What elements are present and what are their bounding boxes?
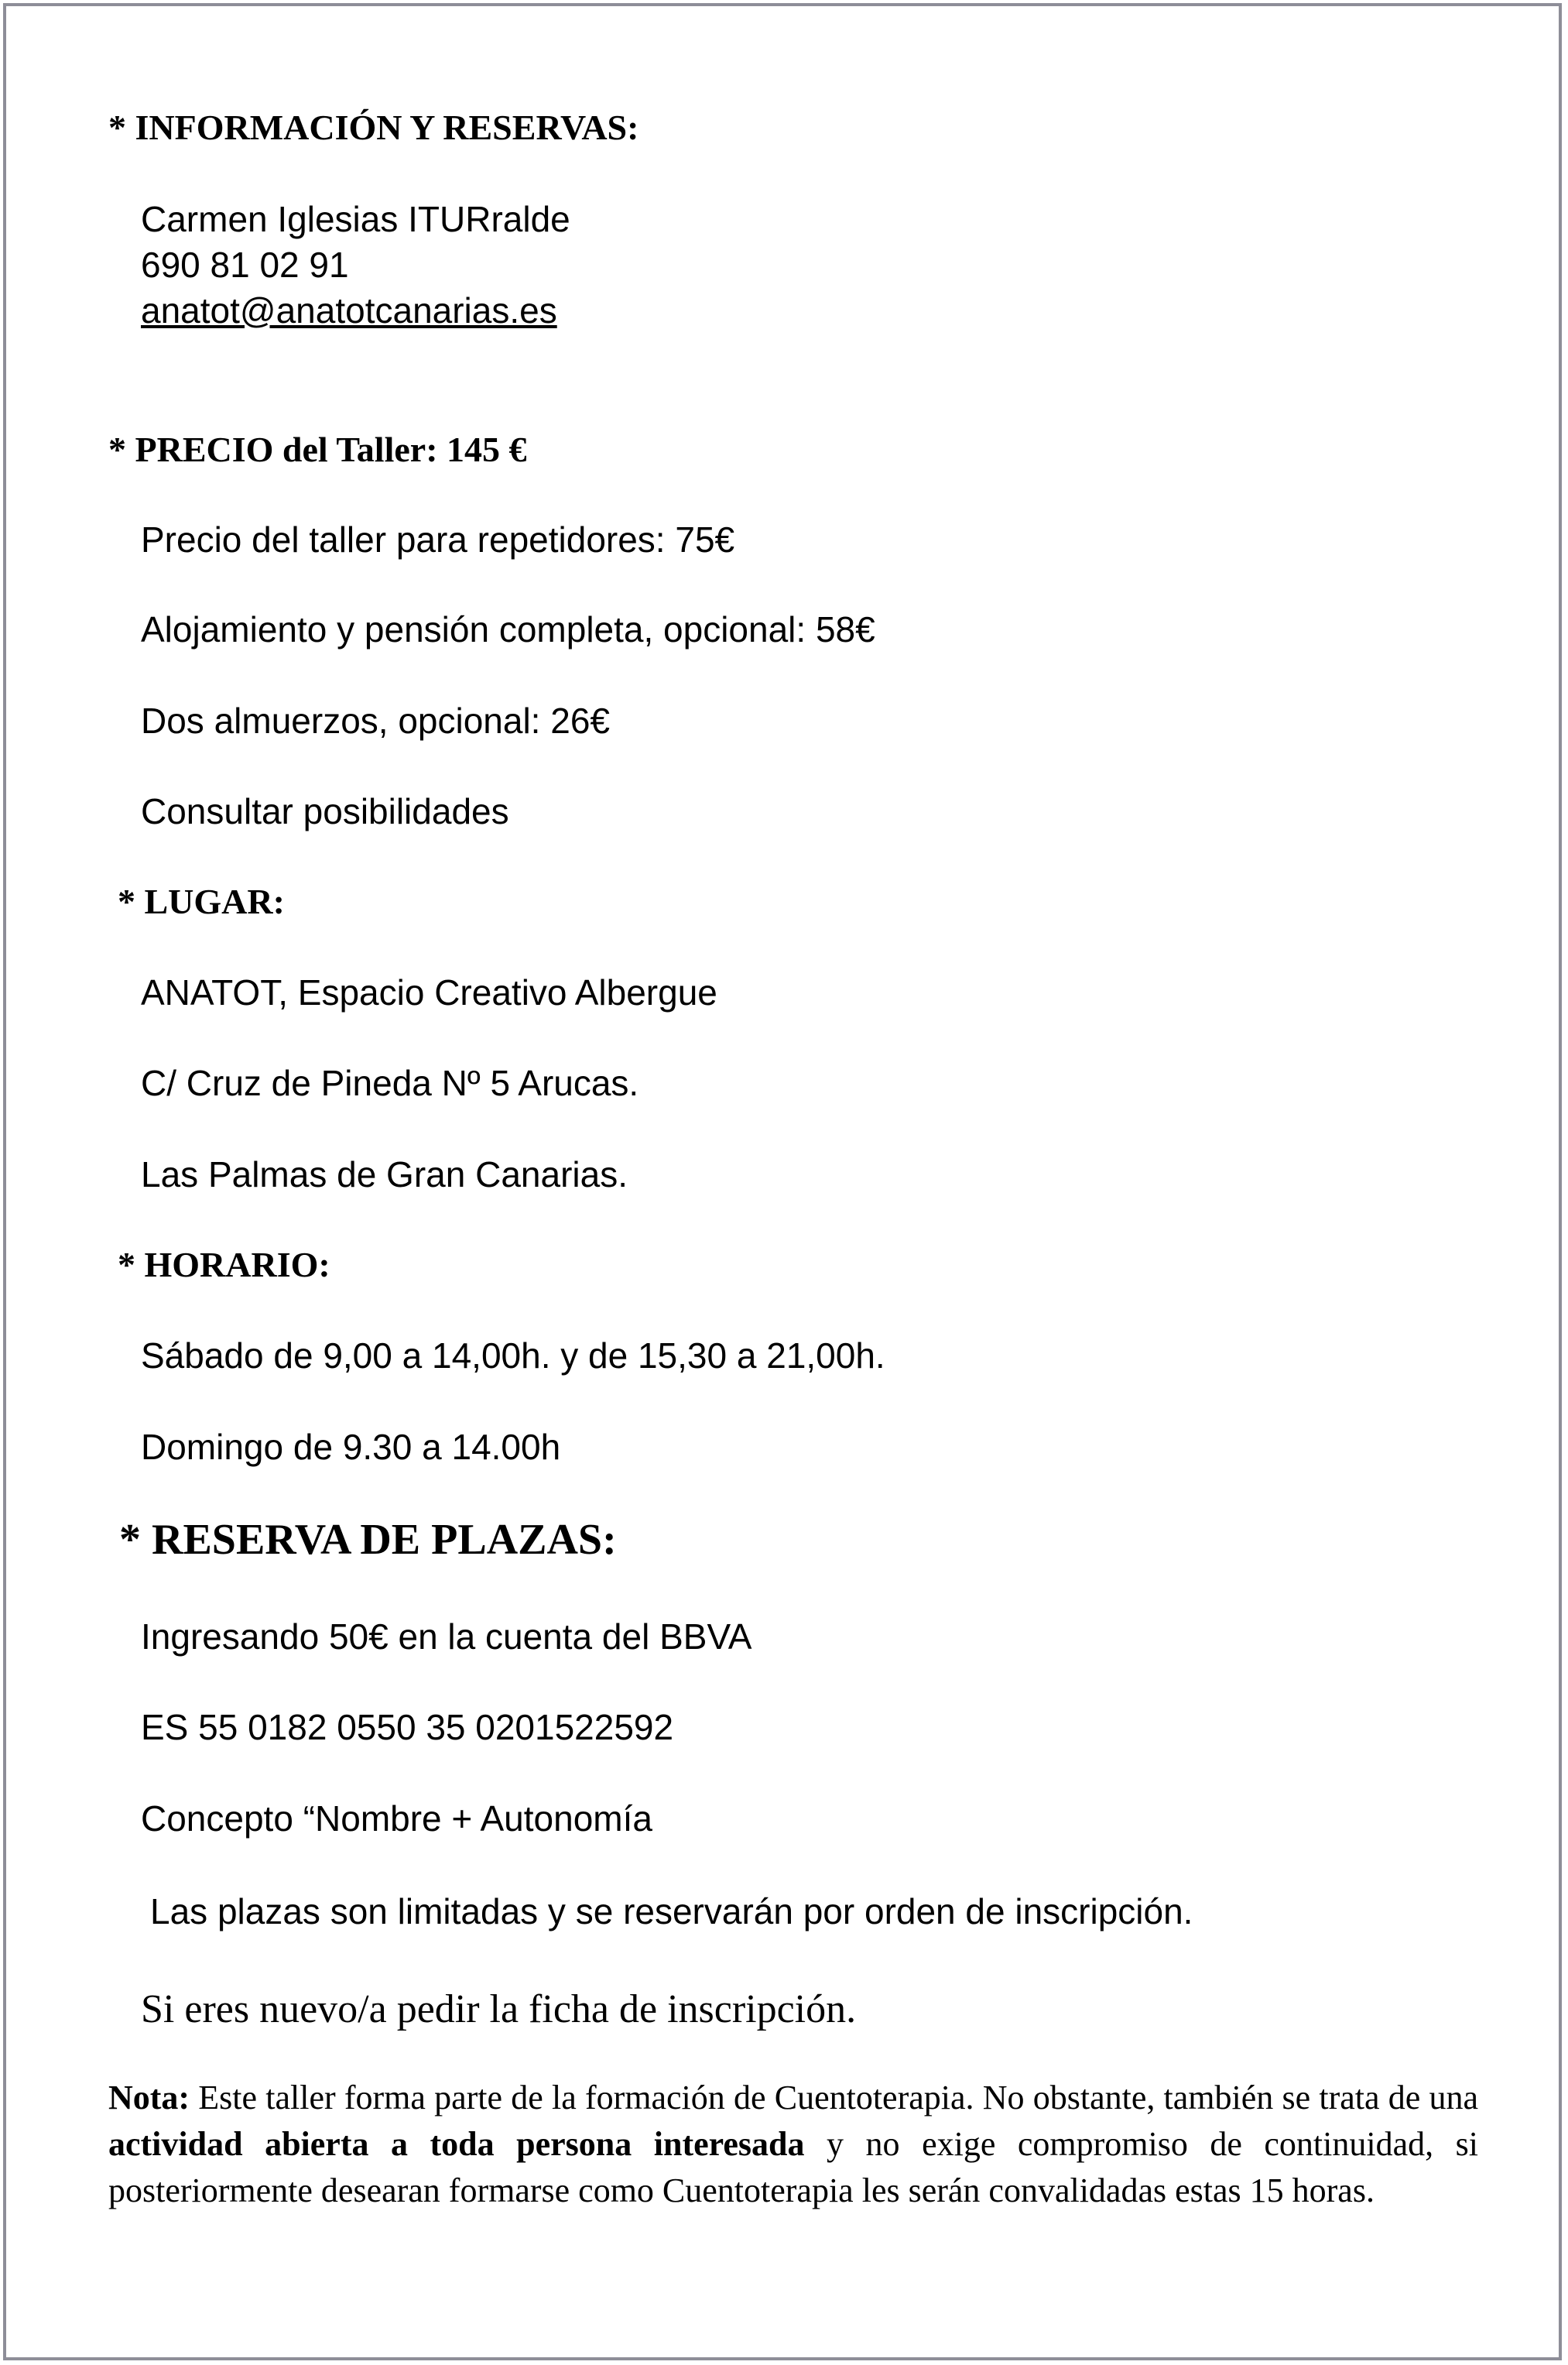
reserva-item: Concepto “Nombre + Autonomía bbox=[141, 1798, 652, 1839]
reserva-item: Ingresando 50€ en la cuenta del BBVA bbox=[141, 1616, 752, 1657]
precio-item: Consultar posibilidades bbox=[141, 791, 509, 831]
precio-item: Precio del taller para repetidores: 75€ bbox=[141, 519, 735, 560]
reserva-heading: * RESERVA DE PLAZAS: bbox=[119, 1516, 617, 1564]
info-email-link[interactable]: anatot@anatotcanarias.es bbox=[141, 290, 557, 331]
horario-heading: * HORARIO: bbox=[118, 1245, 330, 1284]
horario-item: Sábado de 9,00 a 14,00h. y de 15,30 a 21,00h. bbox=[141, 1335, 885, 1376]
nota-text-2: y no exige compromiso de continuidad, si posteriormente desearan formarse como Cuentoterapia les serán convalidadas estas 15 horas. bbox=[108, 2125, 1478, 2209]
lugar-item: C/ Cruz de Pineda Nº 5 Arucas. bbox=[141, 1063, 639, 1103]
precio-heading: * PRECIO del Taller: 145 € bbox=[108, 430, 527, 469]
info-phone: 690 81 02 91 bbox=[141, 245, 349, 285]
precio-item: Dos almuerzos, opcional: 26€ bbox=[141, 701, 610, 741]
nota-text-1: Este taller forma parte de la formación de Cuentoterapia. No obstante, también se trata de una bbox=[190, 2079, 1478, 2117]
precio-item: Alojamiento y pensión completa, opcional: 58€ bbox=[141, 609, 875, 650]
lugar-item: Las Palmas de Gran Canarias. bbox=[141, 1154, 628, 1194]
horario-item: Domingo de 9.30 a 14.00h bbox=[141, 1427, 561, 1467]
info-heading: * INFORMACIÓN Y RESERVAS: bbox=[108, 108, 639, 147]
nota-paragraph bbox=[108, 2075, 1478, 2214]
nota-label: Nota: bbox=[108, 2079, 190, 2117]
lugar-heading: * LUGAR: bbox=[118, 882, 285, 921]
reserva-item: ES 55 0182 0550 35 0201522592 bbox=[141, 1707, 674, 1747]
nota-bold: actividad abierta a toda persona interesada bbox=[108, 2125, 805, 2163]
info-name: Carmen Iglesias ITURralde bbox=[141, 199, 570, 239]
lugar-item: ANATOT, Espacio Creativo Albergue bbox=[141, 972, 717, 1013]
reserva-nuevo: Si eres nuevo/a pedir la ficha de inscripción. bbox=[141, 1987, 857, 2031]
reserva-item: Las plazas son limitadas y se reservarán por orden de inscripción. bbox=[150, 1891, 1193, 1931]
